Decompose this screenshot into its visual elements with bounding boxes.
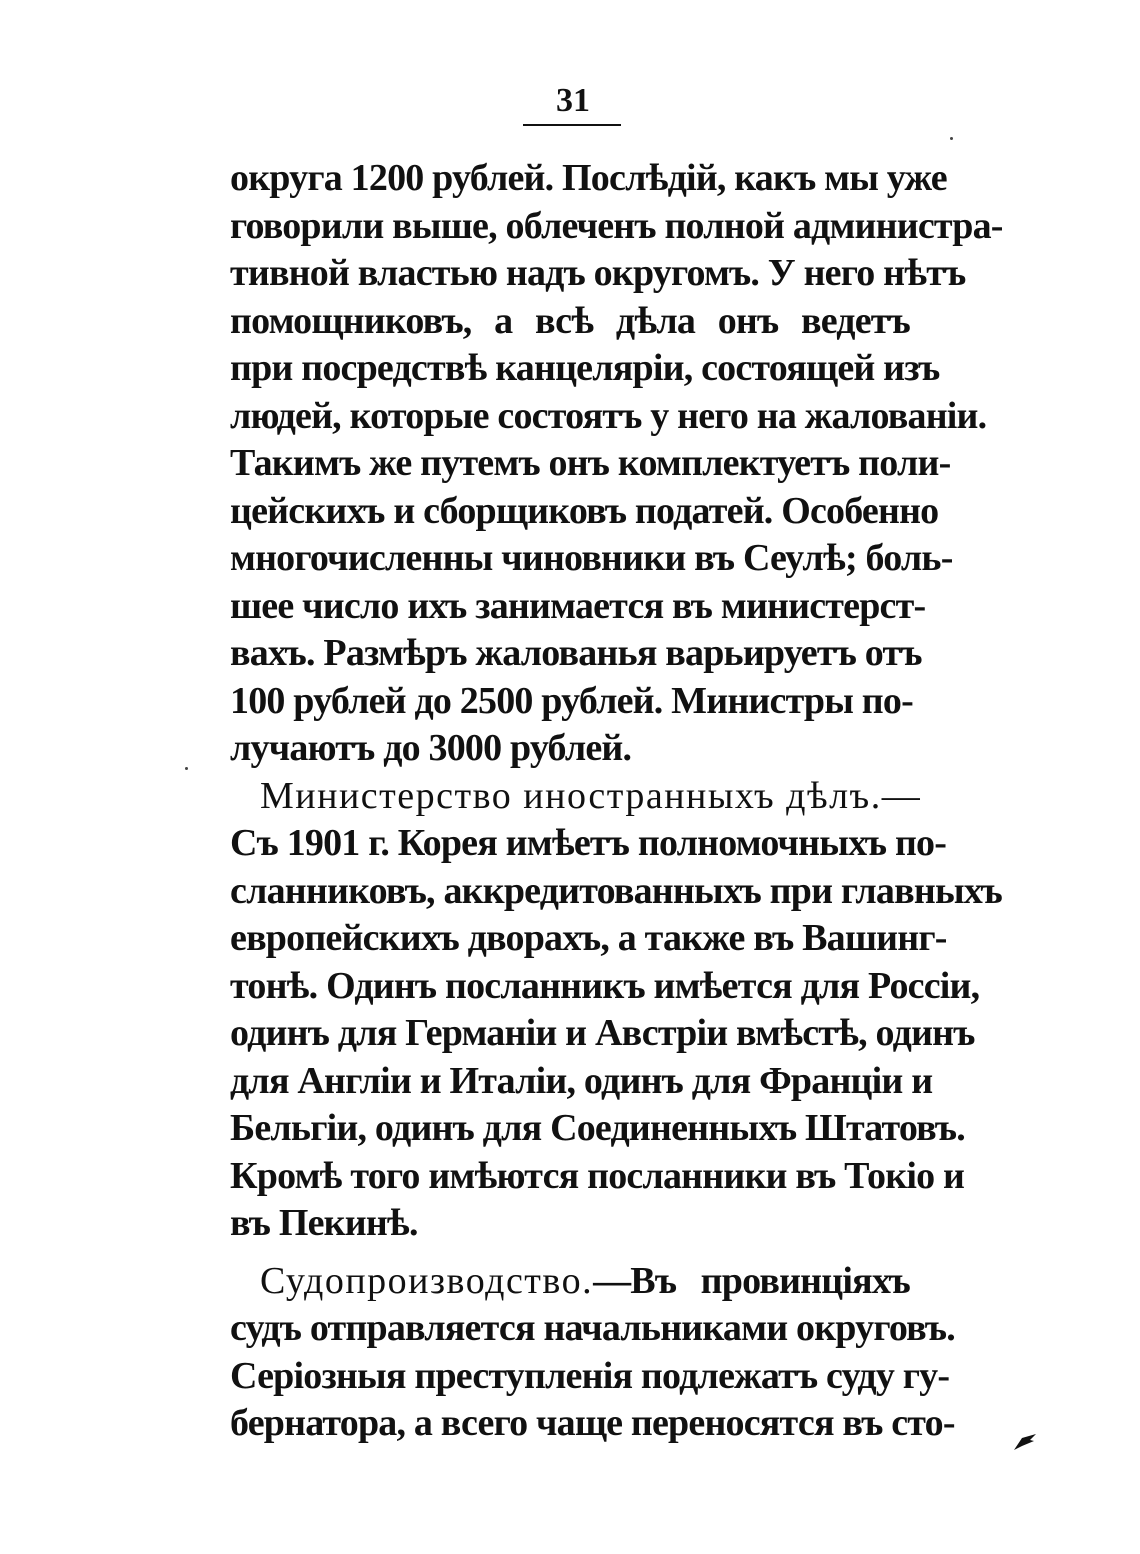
text-fragment: —Въ провинціяхъ <box>593 1259 910 1302</box>
text-line: округа 1200 рублей. Послѣдій, какъ мы уже <box>230 157 947 199</box>
text-line: Кромѣ того имѣются посланники въ Токіо и <box>230 1154 965 1197</box>
text-line: людей, которые состоятъ у него на жалованіи. <box>230 394 987 437</box>
section-heading-foreign-affairs: Министерство иностранныхъ дѣлъ.— <box>260 774 922 817</box>
text-line: европейскихъ дворахъ, а также въ Вашинг- <box>230 917 947 959</box>
paragraph-gap <box>230 1248 910 1258</box>
text-line: шее число ихъ занимается въ министерст- <box>230 584 926 627</box>
page-number: 31 <box>556 82 590 119</box>
text-line: вахъ. Размѣръ жалованья варьируетъ отъ <box>230 632 922 674</box>
text-line: при посредствѣ канцеляріи, состоящей изъ <box>230 347 940 389</box>
text-line: тонѣ. Одинъ посланникъ имѣется для Россіи, <box>230 964 980 1007</box>
text-line: многочисленны чиновники въ Сеулѣ; боль- <box>230 537 953 579</box>
page-number-rule <box>523 124 621 126</box>
text-line: тивной властью надъ округомъ. У него нѣтъ <box>230 252 966 294</box>
section-heading-judiciary-line <box>230 1258 910 1306</box>
text-line: цейскихъ и сборщиковъ податей. Особенно <box>230 489 939 532</box>
text-line: въ Пекинѣ. <box>230 1202 418 1244</box>
paragraph-3 <box>230 1258 955 1448</box>
text-line: Бельгіи, одинъ для Соединенныхъ Штатовъ. <box>230 1107 965 1149</box>
text-line: Серіозныя преступленія подлежатъ суду гу- <box>230 1354 950 1397</box>
text-line: бернатора, а всего чаще переносятся въ сто- <box>230 1402 955 1444</box>
body-text <box>230 155 1003 1448</box>
scan-speck <box>185 767 188 770</box>
text-line: помощниковъ, а всѣ дѣла онъ ведетъ <box>230 299 910 342</box>
text-line: судъ отправляется начальниками округовъ. <box>230 1307 955 1349</box>
paragraph-2 <box>230 773 1002 1248</box>
text-line: говорили выше, облеченъ полной администра- <box>230 204 1003 247</box>
text-line: лучаютъ до 3000 рублей. <box>230 727 632 769</box>
text-line: Съ 1901 г. Корея имѣетъ полномочныхъ по- <box>230 822 947 864</box>
scan-speck <box>950 137 953 140</box>
text-line: 100 рублей до 2500 рублей. Министры по- <box>230 679 913 722</box>
text-line: сланниковъ, аккредитованныхъ при главныхъ <box>230 869 1002 912</box>
ink-mark-icon <box>1012 1432 1038 1452</box>
paragraph-1 <box>230 155 1003 773</box>
section-heading-judiciary: Судопроизводство. <box>260 1259 594 1302</box>
text-line: для Англіи и Италіи, одинъ для Франціи и <box>230 1059 933 1102</box>
text-line: одинъ для Германіи и Австріи вмѣстѣ, одинъ <box>230 1012 975 1054</box>
text-line: Такимъ же путемъ онъ комплектуетъ поли- <box>230 442 951 484</box>
